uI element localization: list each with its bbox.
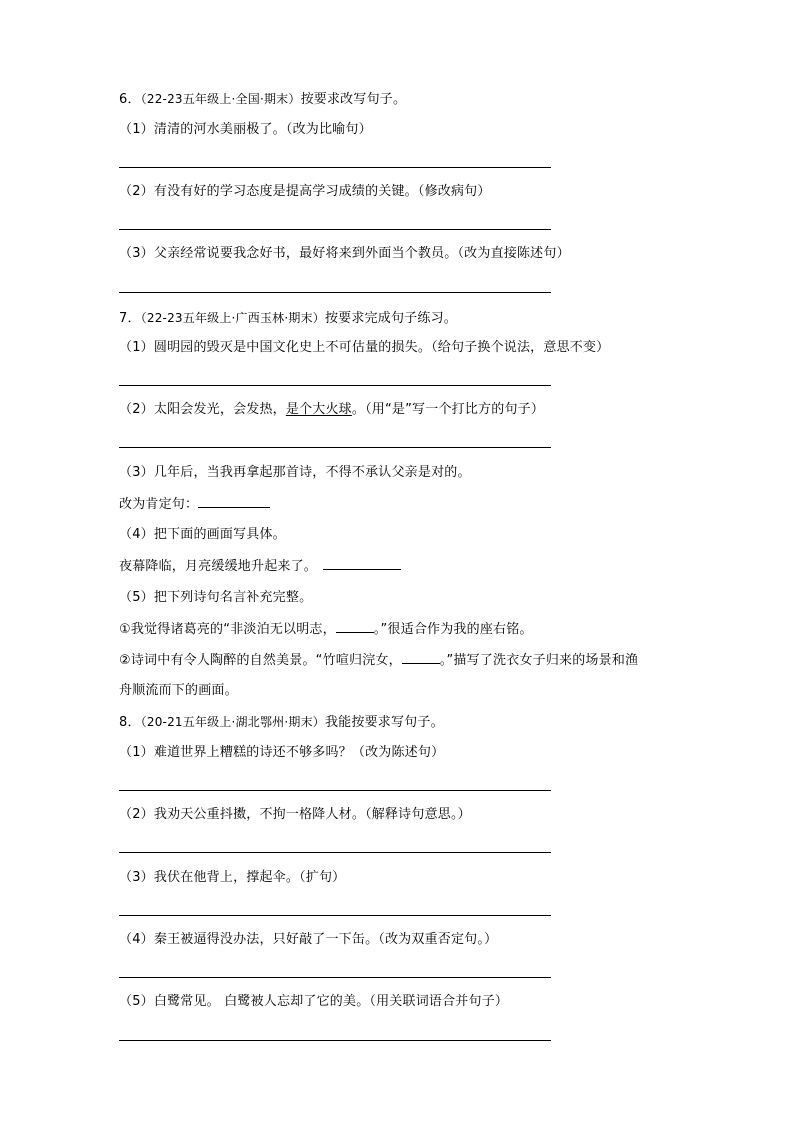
answer-line[interactable] [119,852,551,853]
fill-blank[interactable] [323,557,401,570]
item-text: （2）太阳会发光，会发热， [119,402,286,417]
question-7-item-2 [119,401,544,419]
prompt-text: ②诗词中有令人陶醉的自然美景。“竹喧归浣女， [119,653,402,668]
answer-line[interactable] [119,167,551,168]
question-8-item-3: （3）我伏在他背上，撑起伞。（扩句） [119,870,346,885]
answer-line[interactable] [119,915,551,916]
question-7-item-4: （4）把下面的画面写具体。 [119,527,286,542]
question-8-item-2: （2）我劝天公重抖擞，不拘一格降人材。（解释诗句意思。） [119,807,471,822]
prompt-text: 改为肯定句： [119,497,199,512]
question-number: 7． [119,311,141,326]
question-7-item-3-prompt [119,495,270,514]
question-7-item-5-b [119,651,638,670]
underlined-phrase: 是个大火球 [285,402,352,417]
question-number: 8． [119,715,141,730]
fill-blank[interactable] [336,620,374,633]
answer-line[interactable] [119,1040,551,1041]
question-source: （22-23五年级上·广西玉林·期末） [140,311,325,325]
question-7-item-3: （3）几年后，当我再拿起那首诗，不得不承认父亲是对的。 [119,465,471,480]
prompt-text: ①我觉得诸葛亮的“非淡泊无以明志， [119,622,336,637]
question-source: （22-23五年级上·全国·期末） [140,92,301,106]
question-8-header [119,713,444,732]
answer-line[interactable] [119,977,551,978]
answer-line[interactable] [119,229,551,230]
question-7-item-1: （1）圆明园的毁灭是中国文化史上不可估量的损失。（给句子换个说法，意思不变） [119,340,610,355]
question-stem: 我能按要求写句子。 [324,715,444,730]
prompt-text: 。”描写了洗衣女子归来的场景和渔 [439,653,639,668]
question-number: 6． [119,92,141,107]
question-6-item-1: （1）清清的河水美丽极了。（改为比喻句） [119,122,372,137]
answer-line[interactable] [119,790,551,791]
prompt-text: 。”很适合作为我的座右铭。 [373,622,533,637]
question-stem: 按要求改写句子。 [300,92,407,107]
answer-line[interactable] [119,447,551,448]
question-6-item-3: （3）父亲经常说要我念好书，最好将来到外面当个教员。（改为直接陈述句） [119,246,570,261]
answer-line[interactable] [119,292,551,293]
item-text: 。（用“是”写一个打比方的句子） [351,402,545,417]
question-source: （20-21五年级上·湖北鄂州·期末） [140,715,325,729]
question-7-item-5: （5）把下列诗句名言补充完整。 [119,590,313,605]
question-7-item-5-a [119,620,533,639]
question-8-item-4: （4）秦王被逼得没办法，只好敲了一下缶。（改为双重否定句。） [119,932,498,947]
fill-blank[interactable] [402,651,440,664]
answer-line[interactable] [119,385,551,386]
question-6-header [119,90,406,109]
question-7-header [119,309,457,328]
question-6-item-2: （2）有没有好的学习态度是提高学习成绩的关键。（修改病句） [119,184,491,199]
question-stem: 按要求完成句子练习。 [324,311,457,326]
prompt-text: 夜幕降临，月亮缓缓地升起来了。 [119,559,318,574]
question-8-item-1: （1）难道世界上糟糕的诗还不够多吗？（改为陈述句） [119,745,445,760]
question-7-item-4-text [119,557,401,576]
question-8-item-5: （5）白鹭常见。 白鹭被人忘却了它的美。（用关联词语合并句子） [119,994,509,1009]
question-7-item-5-b-cont: 舟顺流而下的画面。 [119,683,238,698]
fill-blank[interactable] [198,495,270,508]
